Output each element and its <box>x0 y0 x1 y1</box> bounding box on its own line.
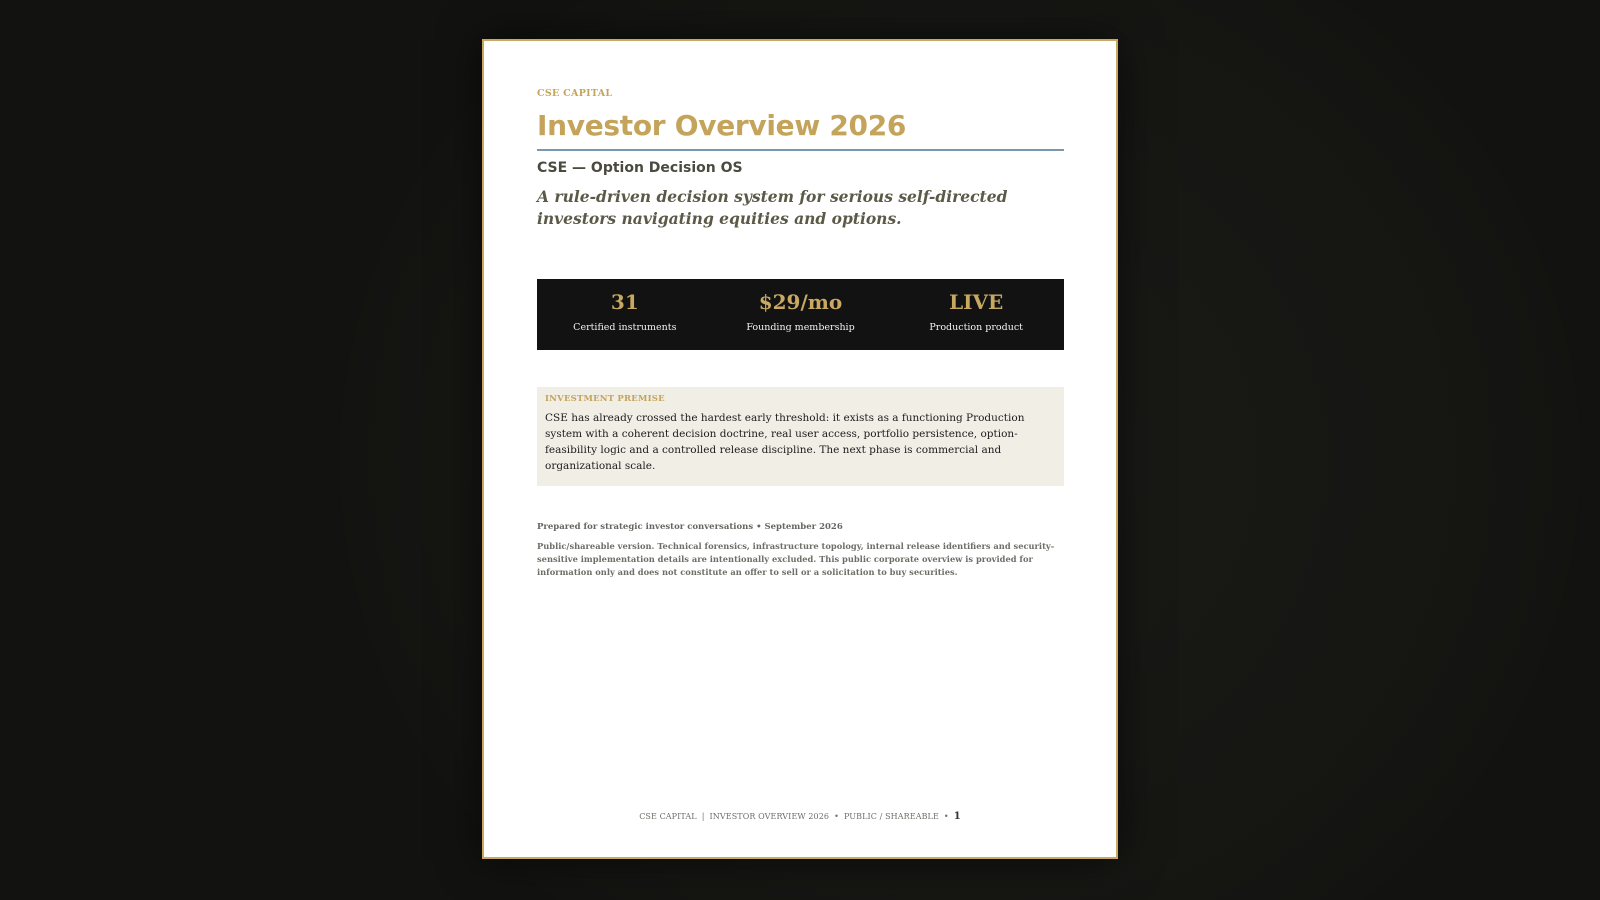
footer-bullet: • <box>943 812 949 821</box>
page-number: 1 <box>953 811 961 822</box>
footer-bullet: • <box>834 812 839 821</box>
page-title: Investor Overview 2026 <box>537 109 907 142</box>
stat-instruments <box>537 279 713 350</box>
page-footer <box>484 811 1116 822</box>
stats-band <box>537 279 1064 350</box>
title-divider <box>537 149 1064 151</box>
document-page <box>482 39 1118 859</box>
investment-premise-box <box>537 387 1064 486</box>
footer-doc: INVESTOR OVERVIEW 2026 <box>709 812 830 821</box>
stat-label: Founding membership <box>746 322 855 333</box>
stat-value: $29/mo <box>758 290 843 314</box>
subtitle: CSE — Option Decision OS <box>537 160 743 176</box>
prepared-note: Prepared for strategic investor conversations • September 2026 <box>537 522 843 532</box>
stat-label: Certified instruments <box>573 322 677 333</box>
stat-membership <box>713 279 889 350</box>
stat-label: Production product <box>929 322 1023 333</box>
footer-visibility: PUBLIC / SHAREABLE <box>843 812 939 821</box>
stat-status <box>888 279 1064 350</box>
brand-label: CSE CAPITAL <box>537 88 613 99</box>
premise-text: CSE has already crossed the hardest early threshold: it exists as a functioning Production system with a coherent decision doctrine, real user access, portfolio persistence, option-feasibility logic and a controlled release discipline. The next phase is commercial and organizational scale. <box>545 412 1025 472</box>
tagline: A rule-driven decision system for serious self-directed investors navigating equities and options. <box>537 187 1008 228</box>
stat-value: LIVE <box>949 290 1004 314</box>
disclaimer: Public/shareable version. Technical forensics, infrastructure topology, internal release identifiers and security-sensitive implementation details are intentionally excluded. This public corporate overview is provided for information only and does not constitute an offer to sell or a solicitation to buy securities. <box>537 541 1055 577</box>
footer-divider: | <box>701 812 705 821</box>
stat-value: 31 <box>610 290 639 314</box>
footer-brand: CSE CAPITAL <box>639 812 697 821</box>
premise-label: INVESTMENT PREMISE <box>545 394 665 404</box>
page-content <box>537 88 1064 579</box>
